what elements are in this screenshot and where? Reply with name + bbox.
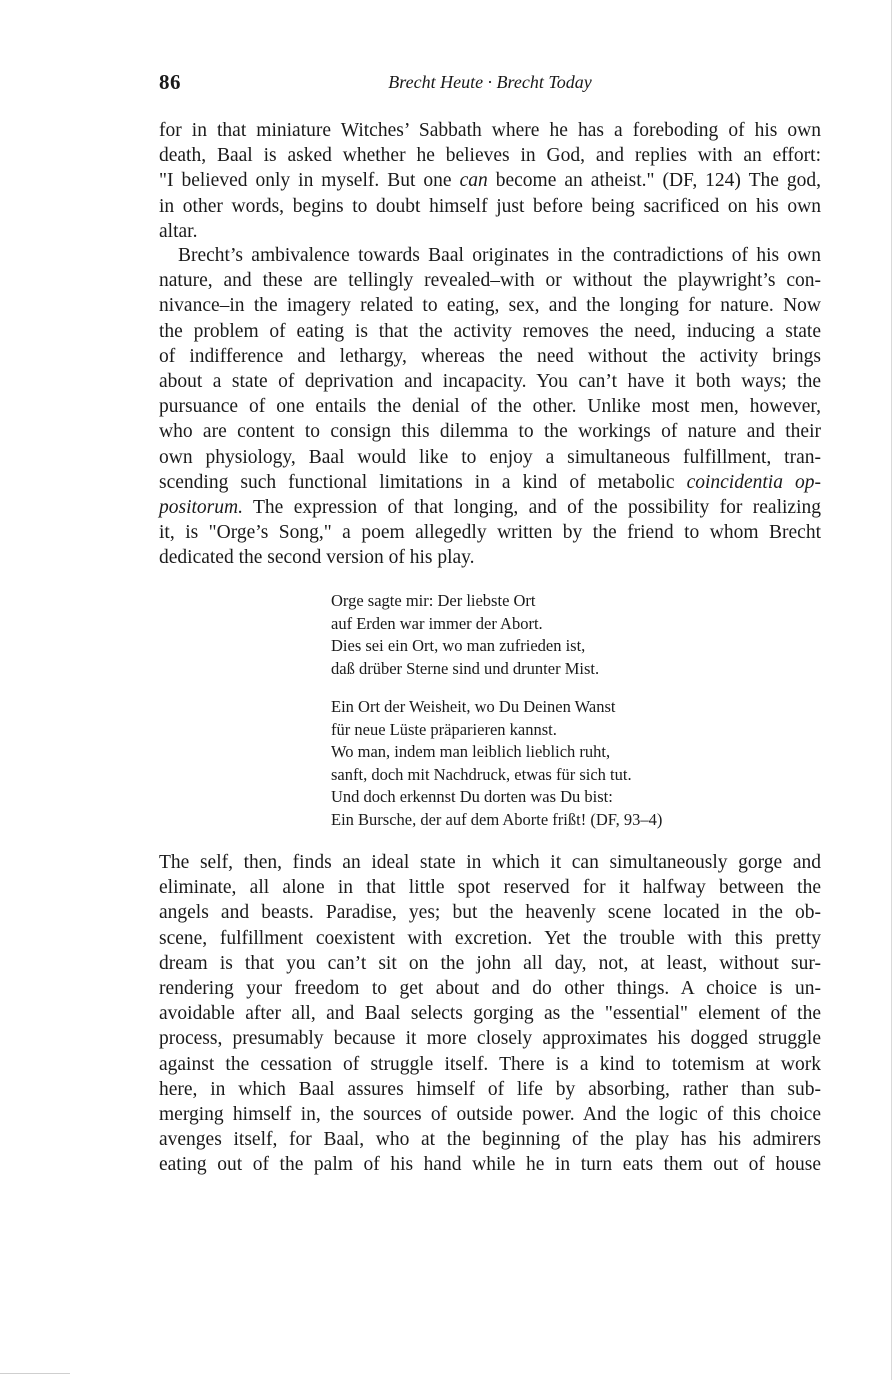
text-line: own physiology, Baal would like to enjoy a simultaneous fulfillment, tran- xyxy=(159,446,821,468)
latin-phrase: positorum. xyxy=(159,496,243,518)
paragraph-2 xyxy=(159,243,821,570)
text-line xyxy=(159,168,821,193)
text-line: scene, fulfillment coexistent with excretion. Yet the trouble with this pretty xyxy=(159,927,821,949)
text-line: here, in which Baal assures himself of life by absorbing, rather than sub- xyxy=(159,1078,821,1100)
text-line: dream is that you can’t sit on the john all day, not, at least, without sur- xyxy=(159,952,821,974)
text-line xyxy=(159,495,821,520)
running-title: Brecht Heute · Brecht Today xyxy=(388,72,592,92)
text-line: The self, then, finds an ideal state in which it can simultaneously gorge and xyxy=(159,852,821,873)
latin-phrase: coincidentia op- xyxy=(686,471,821,493)
text-line: death, Baal is asked whether he believes in God, and replies with an effort: xyxy=(159,145,821,167)
text-segment: "I believed only in myself. But one xyxy=(159,170,460,192)
text-line: nivance–in the imagery related to eating, sex, and the longing for nature. Now xyxy=(159,295,821,317)
text-segment: The expression of that longing, and of the possibility for realizing xyxy=(242,496,821,518)
poem-stanza-2 xyxy=(331,696,751,832)
text-line: pursuance of one entails the denial of the other. Unlike most men, however, xyxy=(159,396,821,418)
text-line: eliminate, all alone in that little spot reserved for it halfway between the xyxy=(159,877,821,899)
emphasis-can: can xyxy=(459,170,488,192)
verse-line: Ein Bursche, der auf dem Aborte frißt! (DF, 93–4) xyxy=(331,809,663,829)
paragraph-3 xyxy=(159,850,821,1177)
text-line: about a state of deprivation and incapacity. You can’t have it both ways; the xyxy=(159,370,821,392)
text-line: of indifference and lethargy, whereas the need without the activity brings xyxy=(159,345,821,367)
text-line: altar. xyxy=(159,220,198,242)
text-line: dedicated the second version of his play. xyxy=(159,547,475,569)
page-edge-line xyxy=(891,0,892,1380)
text-line: rendering your freedom to get about and do other things. A choice is un- xyxy=(159,977,821,999)
text-line: for in that miniature Witches’ Sabbath where he has a foreboding of his own xyxy=(159,120,821,141)
verse-line: daß drüber Sterne sind und drunter Mist. xyxy=(331,658,600,678)
verse-line: Dies sei ein Ort, wo man zufrieden ist, xyxy=(331,636,586,656)
verse-line: Ein Ort der Weisheit, wo Du Deinen Wanst xyxy=(331,697,616,716)
text-line: against the cessation of struggle itself. There is a kind to totemism at work xyxy=(159,1053,821,1075)
text-segment: scending such functional limitations in a kind of metabolic xyxy=(159,471,687,493)
text-line: angels and beasts. Paradise, yes; but the heavenly scene located in the ob- xyxy=(159,902,821,924)
page-edge-mark xyxy=(0,1373,70,1374)
verse-line: Wo man, indem man leiblich lieblich ruht, xyxy=(331,742,611,762)
text-line: in other words, begins to doubt himself just before being sacrificed on his own xyxy=(159,195,821,217)
page-header xyxy=(159,70,821,100)
text-line: nature, and these are tellingly revealed–with or without the playwright’s con- xyxy=(159,270,821,292)
text-line: avoidable after all, and Baal selects gorging as the "essential" element of the xyxy=(159,1003,821,1025)
text-line: who are content to consign this dilemma to the workings of nature and their xyxy=(159,421,821,443)
text-line: the problem of eating is that the activity removes the need, inducing a state xyxy=(159,320,821,342)
verse-line: sanft, doch mit Nachdruck, etwas für sich tut. xyxy=(331,764,632,784)
text-line: Brecht’s ambivalence towards Baal originates in the contradictions of his own xyxy=(178,245,821,266)
verse-line: Orge sagte mir: Der liebste Ort xyxy=(331,591,536,610)
text-segment: become an atheist." (DF, 124) The god, xyxy=(487,170,821,192)
text-line: process, presumably because it more closely approximates his dogged struggle xyxy=(159,1028,821,1050)
text-line: eating out of the palm of his hand while he in turn eats them out of house xyxy=(159,1154,821,1176)
verse-line: für neue Lüste präparieren kannst. xyxy=(331,719,557,739)
page-number: 86 xyxy=(159,70,181,94)
text-line: merging himself in, the sources of outside power. And the logic of this choice xyxy=(159,1103,821,1125)
paragraph-1 xyxy=(159,118,821,244)
verse-line: Und doch erkennst Du dorten was Du bist: xyxy=(331,787,613,807)
verse-line: auf Erden war immer der Abort. xyxy=(331,613,543,633)
text-line: avenges itself, for Baal, who at the beginning of the play has his admirers xyxy=(159,1129,821,1151)
poem-stanza-1 xyxy=(331,590,751,680)
text-line xyxy=(159,470,821,495)
text-line: it, is "Orge’s Song," a poem allegedly written by the friend to whom Brecht xyxy=(159,522,821,544)
